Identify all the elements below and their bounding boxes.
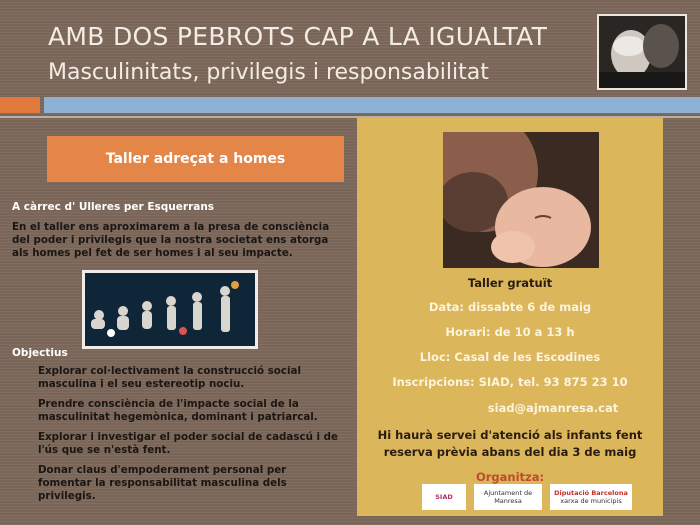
objective-item: Explorar col·lectivament la construcció social masculina i el seu estereotip nociu. bbox=[38, 365, 301, 390]
logo-diputacio-sub: xarxa de municipis bbox=[560, 497, 622, 505]
logo-diputacio bbox=[550, 484, 632, 510]
header-band-blue bbox=[44, 97, 700, 113]
elderly-couple-photo bbox=[597, 14, 687, 90]
logo-siad-text: SIAD bbox=[435, 493, 453, 501]
objective-item: Donar claus d'empoderament personal per fomentar la responsabilitat masculina dels privilegis. bbox=[38, 464, 287, 502]
place-label: Lloc: bbox=[419, 350, 451, 364]
page-title: AMB DOS PEBROTS CAP A LA IGUALTAT bbox=[48, 22, 548, 51]
place-value: Casal de les Escodines bbox=[454, 350, 601, 364]
father-baby-photo bbox=[443, 132, 599, 268]
place-row bbox=[357, 350, 663, 364]
date-value: dissabte 6 de maig bbox=[468, 300, 592, 314]
header-band-orange bbox=[0, 97, 40, 113]
free-workshop: Taller gratuït bbox=[467, 276, 553, 290]
couple-photo-icon bbox=[599, 16, 685, 88]
time-row bbox=[357, 325, 663, 339]
childcare-note: Hi haurà servei d'atenció als infants fent reserva prèvia abans del dia 3 de maig bbox=[377, 428, 643, 459]
father-baby-photo-icon bbox=[443, 132, 599, 268]
time-label: Horari: bbox=[445, 325, 491, 339]
time-value: de 10 a 13 h bbox=[494, 325, 575, 339]
objectives-heading: Objectius bbox=[12, 347, 68, 359]
logo-ajuntament bbox=[474, 484, 542, 510]
workshop-byline: A càrrec d' Ulleres per Esquerrans bbox=[12, 201, 215, 213]
organizer-logos bbox=[422, 484, 632, 510]
date-row bbox=[357, 300, 663, 314]
evolution-figures-icon bbox=[85, 273, 255, 346]
logo-siad bbox=[422, 484, 466, 510]
logo-ajuntament-text: Ajuntament de Manresa bbox=[483, 489, 533, 505]
registration-label: Inscripcions: bbox=[392, 375, 475, 389]
organizer-label: Organitza: bbox=[475, 470, 545, 484]
registration-value: SIAD, tel. 93 875 23 10 bbox=[478, 375, 628, 389]
registration-row bbox=[357, 375, 663, 389]
evolution-image bbox=[82, 270, 258, 349]
workshop-banner: Taller adreçat a homes bbox=[47, 136, 344, 182]
objective-item: Explorar i investigar el poder social de cadascú i de l'ús que se n'està fent. bbox=[38, 431, 338, 456]
workshop-intro: En el taller ens aproximarem a la presa de consciència del poder i privilegis que la nostra societat ens atorga als homes pel fet de ser homes i al seu impacte. bbox=[12, 221, 330, 259]
logo-diputacio-text: Diputació Barcelona bbox=[554, 489, 628, 497]
email-address[interactable]: siad@ajmanresa.cat bbox=[487, 401, 619, 415]
date-label: Data: bbox=[428, 300, 465, 314]
page-subtitle: Masculinitats, privilegis i responsabilitat bbox=[48, 60, 489, 85]
objective-item: Prendre consciència de l'impacte social de la masculinitat hegemònica, dominant i patriarcal. bbox=[38, 398, 318, 423]
